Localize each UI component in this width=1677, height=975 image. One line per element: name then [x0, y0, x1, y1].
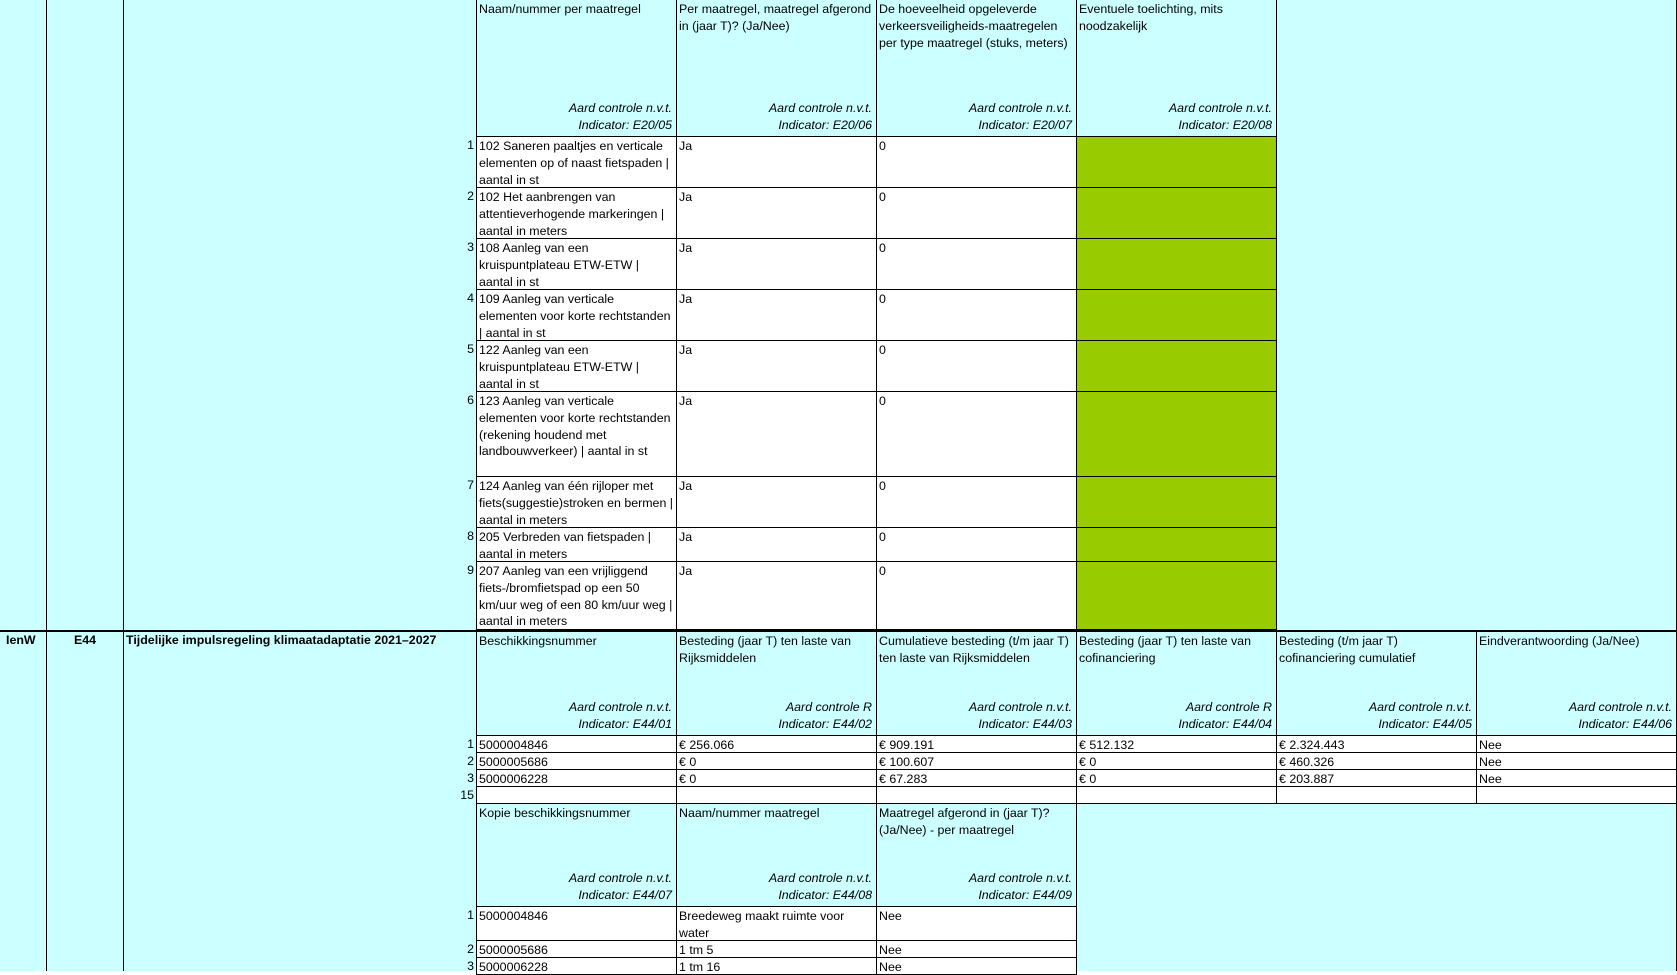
- control-type: Aard controle n.v.t.: [968, 700, 1072, 715]
- row-number: 2: [467, 189, 474, 203]
- control-type: Aard controle R: [785, 700, 872, 715]
- indicator-code: Indicator: E44/01: [578, 717, 672, 732]
- e44-cell: € 0: [676, 752, 877, 770]
- column-header-label: Besteding (jaar T) ten laste van Rijksmiddelen: [679, 634, 851, 665]
- e44-empty-cell: [1076, 786, 1277, 804]
- indicator-code: Indicator: E44/08: [778, 888, 872, 903]
- row-number: 1: [467, 737, 474, 751]
- measure-name-cell: 124 Aanleg van één rijloper met fiets(suggestie)stroken en bermen | aantal in meters: [476, 476, 677, 528]
- quantity-cell: 0: [876, 340, 1077, 392]
- row-number: 1: [467, 138, 474, 152]
- measure-name-cell: 205 Verbreden van fietspaden | aantal in meters: [476, 527, 677, 562]
- e44-header-3: [876, 632, 1077, 736]
- measure-name-cell: 102 Saneren paaltjes en verticale elementen op of naast fietspaden | aantal in st: [476, 136, 677, 188]
- explanation-cell: [1076, 238, 1277, 290]
- column-header-meta: [769, 870, 872, 904]
- column-header-label: Besteding (jaar T) ten laste van cofinanciering: [1079, 634, 1251, 665]
- explanation-cell: [1076, 289, 1277, 341]
- e44-cell: 5000006228: [476, 957, 677, 975]
- e44-cell: Nee: [876, 957, 1077, 975]
- e44-cell: € 460.326: [1276, 752, 1477, 770]
- row-number: 6: [467, 393, 474, 407]
- quantity-cell: 0: [876, 238, 1077, 290]
- column-header-label: Beschikkingsnummer: [479, 634, 597, 648]
- e44-cell: € 0: [676, 769, 877, 787]
- control-type: Aard controle n.v.t.: [968, 871, 1072, 886]
- column-header-label: Maatregel afgerond in (jaar T)? (Ja/Nee) - per maatregel: [879, 806, 1050, 837]
- quantity-cell: 0: [876, 561, 1077, 630]
- grid-line: [123, 0, 124, 971]
- e44-cell: € 909.191: [876, 735, 1077, 753]
- measure-name-cell: 102 Het aanbrengen van attentieverhogende markeringen | aantal in meters: [476, 187, 677, 239]
- e44-cell: Breedeweg maakt ruimte voor water: [676, 906, 877, 941]
- row-number: 8: [467, 529, 474, 543]
- quantity-cell: 0: [876, 527, 1077, 562]
- e44-empty-cell: [1276, 786, 1477, 804]
- completed-cell: Ja: [676, 187, 877, 239]
- column-header-label: Naam/nummer per maatregel: [479, 2, 641, 16]
- row-number: 2: [467, 942, 474, 956]
- e44-cell: Nee: [876, 940, 1077, 958]
- completed-cell: Ja: [676, 289, 877, 341]
- indicator-code: Indicator: E20/06: [778, 118, 872, 133]
- e44-header-5: [1276, 632, 1477, 736]
- completed-cell: Ja: [676, 238, 877, 290]
- e20-header-7: [876, 0, 1077, 137]
- explanation-cell: [1076, 340, 1277, 392]
- column-header-label: Cumulatieve besteding (t/m jaar T) ten laste van Rijksmiddelen: [879, 634, 1069, 665]
- quantity-cell: 0: [876, 391, 1077, 477]
- e20-header-8: [1076, 0, 1277, 137]
- e44-cell: Nee: [1476, 769, 1677, 787]
- right-margin-bottom: [1076, 802, 1677, 971]
- column-header-meta: [569, 870, 672, 904]
- e44-empty-cell: [1476, 786, 1677, 804]
- column-header-meta: [1178, 699, 1272, 733]
- column-header-meta: [969, 699, 1072, 733]
- column-header-label: Per maatregel, maatregel afgerond in (jaar T)? (Ja/Nee): [679, 2, 872, 33]
- indicator-code: Indicator: E44/02: [778, 717, 872, 732]
- e44-cell: Nee: [1476, 735, 1677, 753]
- control-type: Aard controle n.v.t.: [568, 101, 672, 116]
- e44-header-4: [1076, 632, 1277, 736]
- column-header-meta: [1569, 699, 1672, 733]
- e44-empty-cell: [676, 786, 877, 804]
- quantity-cell: 0: [876, 476, 1077, 528]
- e44-cell: 1 tm 16: [676, 957, 877, 975]
- explanation-cell: [1076, 391, 1277, 477]
- e44-cell: 5000005686: [476, 940, 677, 958]
- regulation-code: E44: [74, 633, 97, 647]
- e44-header-2: [676, 632, 877, 736]
- indicator-code: Indicator: E20/07: [978, 118, 1072, 133]
- row-number: 4: [467, 291, 474, 305]
- grid-line: [46, 0, 47, 971]
- row-number: 15: [460, 788, 474, 802]
- column-header-meta: [969, 100, 1072, 134]
- e44-cell: € 0: [1076, 752, 1277, 770]
- indicator-code: Indicator: E20/05: [578, 118, 672, 133]
- explanation-cell: [1076, 136, 1277, 188]
- right-margin-top: [1276, 0, 1677, 630]
- control-type: Aard controle R: [1185, 700, 1272, 715]
- measure-name-cell: 109 Aanleg van verticale elementen voor korte rechtstanden | aantal in st: [476, 289, 677, 341]
- indicator-code: Indicator: E44/04: [1178, 717, 1272, 732]
- row-number: 7: [467, 478, 474, 492]
- control-type: Aard controle n.v.t.: [568, 871, 672, 886]
- completed-cell: Ja: [676, 476, 877, 528]
- measure-name-cell: 207 Aanleg van een vrijliggend fiets-/bromfietspad op een 50 km/uur weg of een 80 km/uur weg | aantal in meters: [476, 561, 677, 630]
- quantity-cell: 0: [876, 187, 1077, 239]
- indicator-code: Indicator: E20/08: [1178, 118, 1272, 133]
- column-header-meta: [1369, 699, 1472, 733]
- e44-empty-cell: [876, 786, 1077, 804]
- completed-cell: Ja: [676, 527, 877, 562]
- completed-cell: Ja: [676, 136, 877, 188]
- e44-header-8: [676, 804, 877, 907]
- e44-cell: € 0: [1076, 769, 1277, 787]
- e44-cell: € 512.132: [1076, 735, 1277, 753]
- row-number: 9: [467, 563, 474, 577]
- left-margin-columns: [0, 0, 476, 971]
- explanation-cell: [1076, 187, 1277, 239]
- e44-cell: € 203.887: [1276, 769, 1477, 787]
- e44-cell: Nee: [876, 906, 1077, 941]
- column-header-meta: [569, 100, 672, 134]
- e44-cell: 1 tm 5: [676, 940, 877, 958]
- quantity-cell: 0: [876, 136, 1077, 188]
- e44-cell: Nee: [1476, 752, 1677, 770]
- e44-header-1: [476, 632, 677, 736]
- column-header-meta: [969, 870, 1072, 904]
- control-type: Aard controle n.v.t.: [1168, 101, 1272, 116]
- row-number: 3: [467, 240, 474, 254]
- column-header-meta: [769, 100, 872, 134]
- column-header-label: Eventuele toelichting, mits noodzakelijk: [1079, 2, 1223, 33]
- e44-empty-cell: [476, 786, 677, 804]
- e44-header-6: [1476, 632, 1677, 736]
- measure-name-cell: 123 Aanleg van verticale elementen voor korte rechtstanden (rekening houdend met landbouwverkeer) | aantal in st: [476, 391, 677, 477]
- e44-cell: € 256.066: [676, 735, 877, 753]
- control-type: Aard controle n.v.t.: [568, 700, 672, 715]
- row-number: 3: [467, 771, 474, 785]
- explanation-cell: [1076, 561, 1277, 630]
- column-header-label: Kopie beschikkingsnummer: [479, 806, 631, 820]
- e44-cell: 5000004846: [476, 906, 677, 941]
- column-header-meta: [778, 699, 872, 733]
- column-header-label: Naam/nummer maatregel: [679, 806, 820, 820]
- indicator-code: Indicator: E44/07: [578, 888, 672, 903]
- e44-cell: 5000006228: [476, 769, 677, 787]
- control-type: Aard controle n.v.t.: [768, 101, 872, 116]
- e44-cell: € 100.607: [876, 752, 1077, 770]
- column-header-meta: [1169, 100, 1272, 134]
- e44-header-9: [876, 804, 1077, 907]
- measure-name-cell: 108 Aanleg van een kruispuntplateau ETW-ETW | aantal in st: [476, 238, 677, 290]
- column-header-meta: [569, 699, 672, 733]
- column-header-label: Eindverantwoording (Ja/Nee): [1479, 634, 1640, 648]
- control-type: Aard controle n.v.t.: [968, 101, 1072, 116]
- explanation-cell: [1076, 476, 1277, 528]
- completed-cell: Ja: [676, 391, 877, 477]
- indicator-code: Indicator: E44/03: [978, 717, 1072, 732]
- e44-header-7: [476, 804, 677, 907]
- row-number: 1: [467, 908, 474, 922]
- e20-header-5: [476, 0, 677, 137]
- e44-cell: 5000004846: [476, 735, 677, 753]
- e20-header-6: [676, 0, 877, 137]
- ministry-code: IenW: [6, 633, 36, 647]
- control-type: Aard controle n.v.t.: [768, 871, 872, 886]
- completed-cell: Ja: [676, 340, 877, 392]
- row-number: 2: [467, 754, 474, 768]
- regulation-title: Tijdelijke impulsregeling klimaatadaptatie 2021–2027: [126, 633, 437, 647]
- measure-name-cell: 122 Aanleg van een kruispuntplateau ETW-ETW | aantal in st: [476, 340, 677, 392]
- e44-cell: 5000005686: [476, 752, 677, 770]
- indicator-code: Indicator: E44/06: [1578, 717, 1672, 732]
- e44-cell: € 2.324.443: [1276, 735, 1477, 753]
- row-number: 3: [467, 959, 474, 973]
- control-type: Aard controle n.v.t.: [1568, 700, 1672, 715]
- column-header-label: Besteding (t/m jaar T) cofinanciering cumulatief: [1279, 634, 1416, 665]
- e44-cell: € 67.283: [876, 769, 1077, 787]
- explanation-cell: [1076, 527, 1277, 562]
- indicator-code: Indicator: E44/09: [978, 888, 1072, 903]
- column-header-label: De hoeveelheid opgeleverde verkeersveiligheids-maatregelen per type maatregel (stuks, meters): [879, 2, 1068, 50]
- completed-cell: Ja: [676, 561, 877, 630]
- indicator-code: Indicator: E44/05: [1378, 717, 1472, 732]
- row-number: 5: [467, 342, 474, 356]
- quantity-cell: 0: [876, 289, 1077, 341]
- control-type: Aard controle n.v.t.: [1368, 700, 1472, 715]
